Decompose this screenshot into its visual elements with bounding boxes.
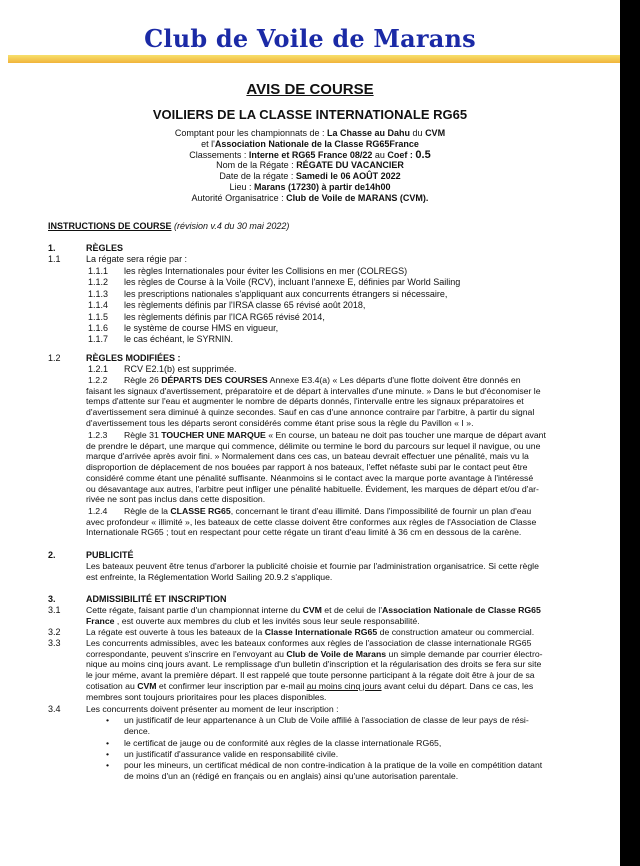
- list-item: 1.1.1 les règles Internationales pour éviter les Collisions en mer (COLREGS): [88, 266, 408, 276]
- rules-list: [88, 266, 460, 346]
- clause-number: 3.1: [48, 605, 61, 615]
- list-item: 1.1.4 les règlements définis par l'IRSA classe 65 révisé août 2018,: [88, 300, 366, 311]
- paragraph-line: Internationale RG65 ; tout en respectant pour cette régate un tirant d'eau limité à 36 cm en dessous de la carène.: [86, 527, 522, 538]
- bullet-item: • un justificatif d'assurance valide en responsabilité civile.: [106, 749, 339, 759]
- paragraph-line: est enfreinte, la Réglementation World Sailing 20.9.2 s'applique.: [86, 571, 333, 582]
- paragraph-line: 1.2.3 Règle 31 TOUCHER UNE MARQUE « En course, un bateau ne doit pas toucher une marque de départ avant: [88, 430, 546, 440]
- paragraph-line: rivée ne sont pas inclus dans cette disposition.: [86, 494, 266, 505]
- paragraph-line: d'avertissement sera diminué à quinze secondes. Sauf en cas d'une annonce contraire par l'arbitre, à partir du signal: [86, 407, 535, 418]
- paragraph-line: d'avertissement tous les départs seront considérés comme étant prise sous la règle du Pavillon « I ».: [86, 417, 474, 428]
- rule-31-paragraph: [86, 430, 608, 505]
- clause-number: 3.4: [48, 704, 61, 714]
- bullet-item: • pour les mineurs, un certificat médical de non contre-indication à la pratique de la voile en compétition datant de moins d'un an (rédigé en français ou en anglais) ainsi qu'une autorisation parentale.: [106, 760, 543, 781]
- paragraph-line: cotisation au CVM et confirmer leur inscription par e-mail au moins cinq jours avant celui du départ. Dans ce cas, les: [86, 680, 534, 691]
- list-item: 1.1.5 les règlements définis par l'ICA RG65 révisé 2014,: [88, 311, 325, 322]
- paragraph-line: le jour méme, avant la première départ. Il est rappelé que toute personne participant à la régate doit être à jour de sa: [86, 670, 535, 681]
- bullet-item: • le certificat de jauge ou de conformité aux règles de la classe internationale RG65,: [106, 738, 442, 748]
- paragraph-line: La régate est ouverte à tous les bateaux de la Classe Internationale RG65 de construction amateur ou commercial.: [86, 627, 535, 637]
- info-line: Nom de la Régate : RÉGATE DU VACANCIER: [216, 160, 404, 171]
- publicite-paragraph: [86, 561, 608, 582]
- rule-26-paragraph: [86, 375, 608, 429]
- section-title: PUBLICITÉ: [86, 550, 134, 560]
- clause-3-2: [86, 627, 608, 638]
- paragraph-line: considéré comme étant une pénalité suffisante. Néanmoins si le contact avec la marque porte avantage à l'intéressé: [86, 472, 534, 483]
- paragraph-line: Les concurrents doivent présenter au moment de leur inscription :: [86, 704, 339, 714]
- paragraph-line: Cette régate, faisant partie d'un championnat interne du CVM et de celui de l'Association Nationale de Classe RG65: [86, 605, 541, 615]
- clause-3-1: [86, 605, 608, 626]
- paragraph-line: de prendre le départ, une marque qui commence, délimite ou termine le bord du parcours sur lequel il navigue, ou une: [86, 440, 541, 451]
- clause-number: 1.2: [48, 353, 61, 363]
- clause-number: 3.2: [48, 627, 61, 637]
- paragraph-line: Les bateaux peuvent être tenus d'arborer la publicité choisie et fournie par l'administration organisatrice. Si cette règle: [86, 561, 539, 571]
- screen-edge: [620, 0, 640, 866]
- paragraph-line: avec profondeur « illimité », les bateaux de cette classe doivent être conformes aux règles de l'Association de Classe: [86, 516, 537, 527]
- instructions-heading: INSTRUCTIONS DE COURSE (révision v.4 du 30 mai 2022): [48, 221, 290, 231]
- paragraph-line: membres sont toujours prioritaires pour les places disponibles.: [86, 691, 327, 702]
- list-item: 1.1.3 les prescriptions nationales s'appliquant aux concurrents étrangers si nécessaire,: [88, 288, 448, 299]
- section-number: 3.: [48, 594, 56, 604]
- paragraph-line: nique au moins cinq jours avant. Le remplissage d'un bulletin d'inscription et la régularisation des droits se fera sur site: [86, 659, 542, 670]
- class-rule-paragraph: [86, 506, 608, 538]
- paragraph-line: marque d'arrivée après avoir fini. » Normalement dans ces cas, un bateau devrait effectuer une pénalité, mais vu la: [86, 451, 529, 462]
- event-info: [0, 128, 620, 204]
- info-line: Date de la régate : Samedi le 06 AOÛT 2022: [219, 171, 401, 182]
- info-line: et l'Association Nationale de la Classe RG65France: [201, 138, 419, 149]
- bullet-icon: •: [106, 738, 110, 748]
- paragraph-line: Les concurrents admissibles, avec les bateaux conformes aux règles de l'association de classe internationale RG65: [86, 638, 532, 648]
- header-band: [8, 55, 620, 63]
- paragraph-line: 1.2.2 Règle 26 DÉPARTS DES COURSES Annexe E3.4(a) « Les départs d'une flotte doivent être donnés en: [88, 375, 521, 385]
- paragraph-line: France , est ouverte aux membres du club et les invités sous leur seule responsabilité.: [86, 615, 420, 626]
- info-line: Classements : Interne et RG65 France 08/22 au Coef : 0.5: [189, 148, 431, 161]
- paragraph-line: faisant les signaux d'avertissement, préparatoire et de départ à intervalles d'une minute. » Dans le but d'économiser le: [86, 385, 541, 396]
- club-title: Club de Voile de Marans: [144, 24, 476, 53]
- clause-number: 1.1: [48, 254, 61, 264]
- info-line: Lieu : Marans (17230) à partir de14h00: [229, 181, 391, 192]
- section-title: RÈGLES: [86, 243, 124, 253]
- doc-title: AVIS DE COURSE: [246, 81, 374, 98]
- clause-3-3: [86, 638, 608, 702]
- bullet-icon: •: [106, 715, 110, 725]
- paragraph-line: temps d'attente sur l'eau et augmenter le nombre de départs donnés, l'intervalle entre les signaux préparatoires et: [86, 396, 524, 407]
- list-item: 1.1.6 le système de course HMS en vigueur,: [88, 323, 279, 334]
- paragraph-line: correspondante, peuvent s'inscrire en l'envoyant au Club de Voile de Marans un simple demande par courrier électro-: [86, 648, 543, 659]
- clause-3-4: [86, 704, 608, 715]
- list-item: 1.1.7 le cas échéant, le SYRNIN.: [88, 334, 234, 345]
- list-item: 1.1.2 les règles de Course à la Voile (RCV), incluant l'annexe E, définies par World Sailing: [88, 277, 461, 288]
- clause-number: 3.3: [48, 638, 61, 648]
- clause-text: La régate sera régie par :: [86, 254, 188, 264]
- paragraph-line: 1.2.4 Règle de la CLASSE RG65, concernant le tirant d'eau illimité. Dans l'impossibilité de fournir un plan d'eau: [88, 506, 532, 516]
- info-line: Comptant pour les championnats de : La Chasse au Dahu du CVM: [174, 128, 446, 138]
- bullet-icon: •: [106, 760, 110, 770]
- paragraph-line: ou désavantage aux autres, l'arbitre peut infliger une pénalité habituelle. Évidement, les marques de départ et/ou d'ar-: [86, 483, 539, 494]
- sub-clause: 1.2.1 RCV E2.1(b) est supprimée.: [88, 364, 237, 374]
- section-title: RÈGLES MODIFIÉES :: [86, 353, 181, 363]
- paragraph-line: disproportion de déplacement de nos bouées par rapport à nos bateaux, l'effet néfaste subi par le contact peut être: [86, 462, 528, 473]
- section-number: 2.: [48, 550, 56, 560]
- bullet-item: • un justificatif de leur appartenance à un Club de Voile affilié à l'association de classe de leur pays de rési- dence.: [106, 715, 529, 736]
- info-line: Autorité Organisatrice : Club de Voile de MARANS (CVM).: [191, 192, 429, 203]
- section-title: ADMISSIBILITÉ ET INSCRIPTION: [86, 594, 227, 604]
- bullet-icon: •: [106, 749, 110, 759]
- doc-subtitle: VOILIERS DE LA CLASSE INTERNATIONALE RG65: [152, 107, 468, 122]
- section-number: 1.: [48, 243, 56, 253]
